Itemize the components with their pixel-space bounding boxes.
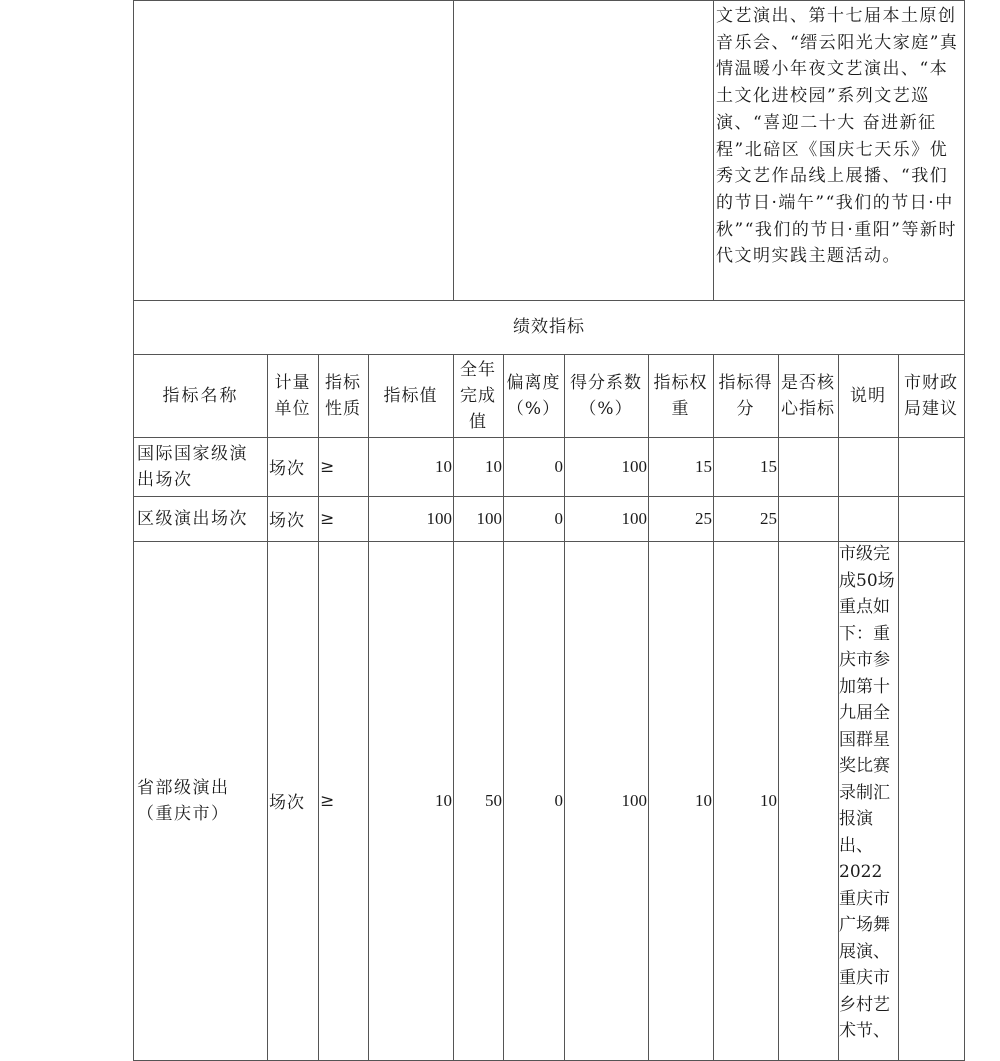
table-row-3-note: 市级完成50场重点如下：重庆市参加第十九届全国群星奖比赛录制汇报演出、2022重庆市广场舞展演、重庆市乡村艺术节、: [838, 541, 899, 1061]
header-deviation: 偏离度（%）: [503, 354, 565, 438]
table-row-2-note: [838, 496, 899, 542]
table-row-2-actual: 100: [453, 496, 504, 542]
table-row-3-unit: 场次: [267, 541, 319, 1061]
header-indicator-name: 指标名称: [133, 354, 268, 438]
table-row-2-coef: 100: [564, 496, 649, 542]
table-row-2-unit: 场次: [267, 496, 319, 542]
table-row-2-name: 区级演出场次: [133, 496, 268, 542]
table-row-2-target: 100: [368, 496, 454, 542]
table-row-1-note: [838, 437, 899, 497]
section-title: 绩效指标: [133, 300, 965, 355]
table-row-2-weight: 25: [648, 496, 714, 542]
table-row-1-name: 国际国家级演出场次: [133, 437, 268, 497]
table-row-1-core: [778, 437, 839, 497]
table-row-3-nature: ≥: [318, 541, 369, 1061]
table-row-3-name: 省部级演出（重庆市）: [133, 541, 268, 1061]
table-row-3-weight: 10: [648, 541, 714, 1061]
table-row-2-deviation: 0: [503, 496, 565, 542]
table-row-1-unit: 场次: [267, 437, 319, 497]
table-row-3-score: 10: [713, 541, 779, 1061]
top-middle-empty-cell: [453, 0, 714, 301]
header-note: 说明: [838, 354, 899, 438]
table-row-1-coef: 100: [564, 437, 649, 497]
table-row-1-nature: ≥: [318, 437, 369, 497]
header-unit: 计量单位: [267, 354, 319, 438]
table-row-1-deviation: 0: [503, 437, 565, 497]
table-row-3-deviation: 0: [503, 541, 565, 1061]
table-row-3-target: 10: [368, 541, 454, 1061]
table-row-3-core: [778, 541, 839, 1061]
table-row-2-nature: ≥: [318, 496, 369, 542]
header-score-coef: 得分系数（%）: [564, 354, 649, 438]
table-row-2-core: [778, 496, 839, 542]
header-target: 指标值: [368, 354, 454, 438]
table-row-3-advice: [898, 541, 965, 1061]
table-row-1-advice: [898, 437, 965, 497]
header-advice: 市财政局建议: [898, 354, 965, 438]
table-row-3-actual: 50: [453, 541, 504, 1061]
table-row-2-advice: [898, 496, 965, 542]
header-weight: 指标权重: [648, 354, 714, 438]
table-row-1-target: 10: [368, 437, 454, 497]
table-row-1-actual: 10: [453, 437, 504, 497]
header-score: 指标得分: [713, 354, 779, 438]
table-row-3-coef: 100: [564, 541, 649, 1061]
header-actual: 全年完成值: [453, 354, 504, 438]
top-description-cell: 文艺演出、第十七届本土原创音乐会、“缙云阳光大家庭”真情温暖小年夜文艺演出、“本土文化进校园”系列文艺巡演、“喜迎二十大 奋进新征程”北碚区《国庆七天乐》优秀文艺作品线上展播、“我们的节日·端午”“我们的节日·中秋”“我们的节日·重阳”等新时代文明实践主题活动。: [713, 0, 965, 301]
table-row-1-score: 15: [713, 437, 779, 497]
table-row-1-weight: 15: [648, 437, 714, 497]
header-core: 是否核心指标: [778, 354, 839, 438]
table-row-2-score: 25: [713, 496, 779, 542]
top-left-empty-cell: [133, 0, 454, 301]
header-nature: 指标性质: [318, 354, 369, 438]
